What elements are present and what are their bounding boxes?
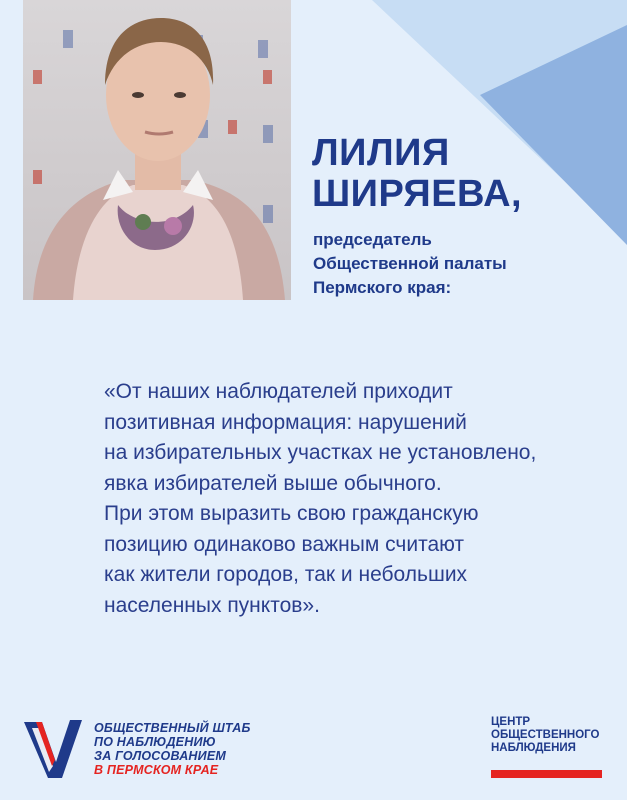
person-role — [313, 228, 507, 300]
logo-red-bar — [491, 770, 602, 778]
role-line: председатель — [313, 230, 432, 249]
quote-text — [104, 377, 604, 621]
quote-line: населенных пунктов». — [104, 593, 320, 617]
quote-line: При этом выразить свою гражданскую — [104, 502, 479, 525]
quote-line: позитивная информация: нарушений — [104, 410, 467, 434]
quote-line: позицию одинаково важным считают — [104, 532, 465, 556]
quote-line: на избирательных участках не установлено, — [104, 441, 537, 464]
logo-left-line: ПО НАБЛЮДЕНИЮ — [94, 735, 216, 749]
logo-left-line-region: В ПЕРМСКОМ КРАЕ — [94, 763, 219, 777]
role-line: Общественной палаты — [313, 254, 507, 273]
name-line-2: ШИРЯЕВА, — [312, 173, 523, 215]
observation-hq-logo — [22, 716, 262, 780]
vote-check-logo-icon — [22, 716, 92, 780]
logo-right-line: НАБЛЮДЕНИЯ — [491, 742, 576, 754]
quote-line: как жители городов, так и небольших — [104, 563, 468, 586]
observation-center-logo — [491, 716, 606, 782]
quote-line: явка избирателей выше обычного. — [104, 471, 442, 495]
portrait-photo — [23, 0, 291, 300]
quote-line: «От наших наблюдателей приходит — [104, 380, 453, 403]
logo-right-line: ЦЕНТР — [491, 716, 531, 728]
person-name — [312, 133, 522, 215]
name-line-1: ЛИЛИЯ — [312, 132, 450, 174]
logo-left-line: ОБЩЕСТВЕННЫЙ ШТАБ — [94, 721, 251, 735]
logo-left-line: ЗА ГОЛОСОВАНИЕМ — [94, 749, 227, 763]
logo-right-line: ОБЩЕСТВЕННОГО — [491, 729, 600, 741]
role-line: Пермского края: — [313, 278, 452, 297]
